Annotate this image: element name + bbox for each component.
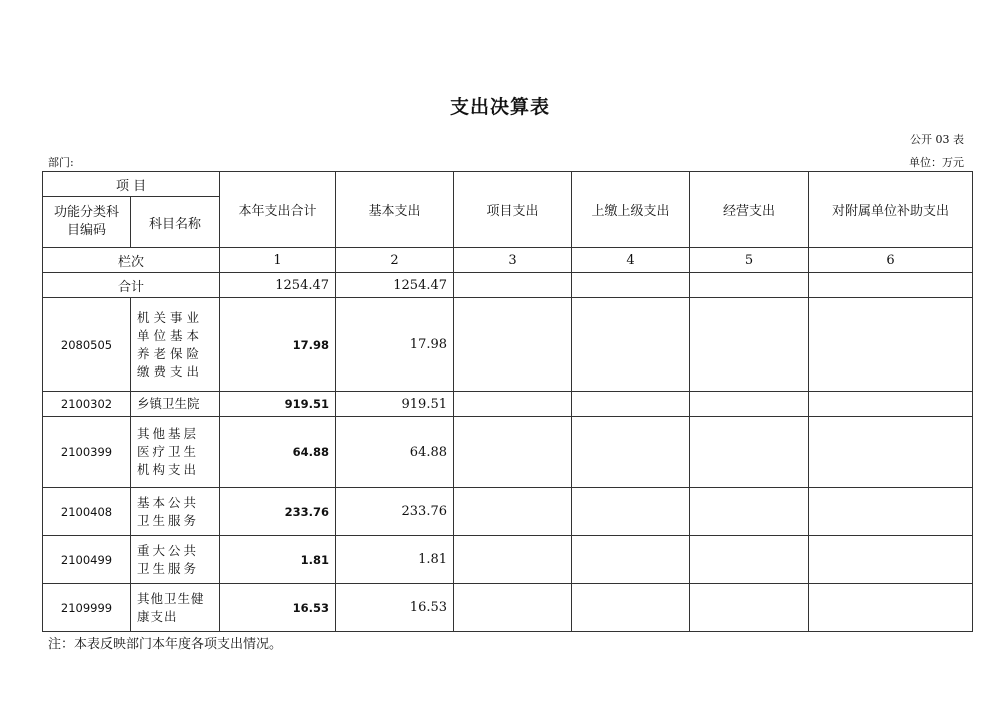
header-col-3: 项目支出 — [454, 172, 572, 248]
row-name: 重大公共卫生服务 — [131, 536, 220, 584]
row-total: 17.98 — [220, 298, 336, 392]
col-number-2: 2 — [336, 248, 454, 273]
page-title: 支出决算表 — [449, 96, 550, 118]
row-code: 2100408 — [43, 488, 131, 536]
header-col-2: 基本支出 — [336, 172, 454, 248]
col-number-4: 4 — [572, 248, 690, 273]
header-project: 项 目 — [43, 172, 220, 197]
row-total: 64.88 — [220, 417, 336, 488]
row-code: 2109999 — [43, 584, 131, 632]
expenditure-table — [42, 171, 973, 632]
total-sum-value: 1254.47 — [220, 273, 336, 298]
header-col-4: 上缴上级支出 — [572, 172, 690, 248]
total-basic-value: 1254.47 — [336, 273, 454, 298]
row-basic: 1.81 — [336, 536, 454, 584]
row-total: 233.76 — [220, 488, 336, 536]
col-number-6: 6 — [809, 248, 973, 273]
row-basic: 919.51 — [336, 392, 454, 417]
total-label: 合计 — [43, 273, 220, 298]
row-name: 基本公共卫生服务 — [131, 488, 220, 536]
header-subject-name: 科目名称 — [131, 197, 220, 248]
row-code: 2080505 — [43, 298, 131, 392]
header-col-1: 本年支出合计 — [220, 172, 336, 248]
row-total: 16.53 — [220, 584, 336, 632]
header-col-6: 对附属单位补助支出 — [809, 172, 973, 248]
lanci-label: 栏次 — [43, 248, 220, 273]
row-total: 1.81 — [220, 536, 336, 584]
row-total: 919.51 — [220, 392, 336, 417]
header-func-code: 功能分类科目编码 — [43, 197, 131, 248]
row-name: 乡镇卫生院 — [131, 392, 220, 417]
table-row — [43, 298, 973, 392]
total-row — [43, 273, 973, 298]
table-row — [43, 584, 973, 632]
row-code: 2100499 — [43, 536, 131, 584]
row-basic: 17.98 — [336, 298, 454, 392]
unit-label: 单位：万元 — [909, 156, 964, 169]
col-number-5: 5 — [690, 248, 809, 273]
row-name: 其他基层医疗卫生机构支出 — [131, 417, 220, 488]
table-row — [43, 536, 973, 584]
table-row — [43, 417, 973, 488]
col-number-3: 3 — [454, 248, 572, 273]
row-basic: 64.88 — [336, 417, 454, 488]
department-label: 部门: — [48, 156, 74, 169]
col-number-1: 1 — [220, 248, 336, 273]
form-number: 公开 03 表 — [910, 133, 964, 146]
row-basic: 16.53 — [336, 584, 454, 632]
table-row — [43, 488, 973, 536]
footnote: 注：本表反映部门本年度各项支出情况。 — [48, 637, 283, 652]
row-name: 机关事业单位基本养老保险缴费支出 — [131, 298, 220, 392]
row-basic: 233.76 — [336, 488, 454, 536]
header-col-5: 经营支出 — [690, 172, 809, 248]
row-name: 其他卫生健康支出 — [131, 584, 220, 632]
row-code: 2100399 — [43, 417, 131, 488]
row-code: 2100302 — [43, 392, 131, 417]
table-row — [43, 392, 973, 417]
